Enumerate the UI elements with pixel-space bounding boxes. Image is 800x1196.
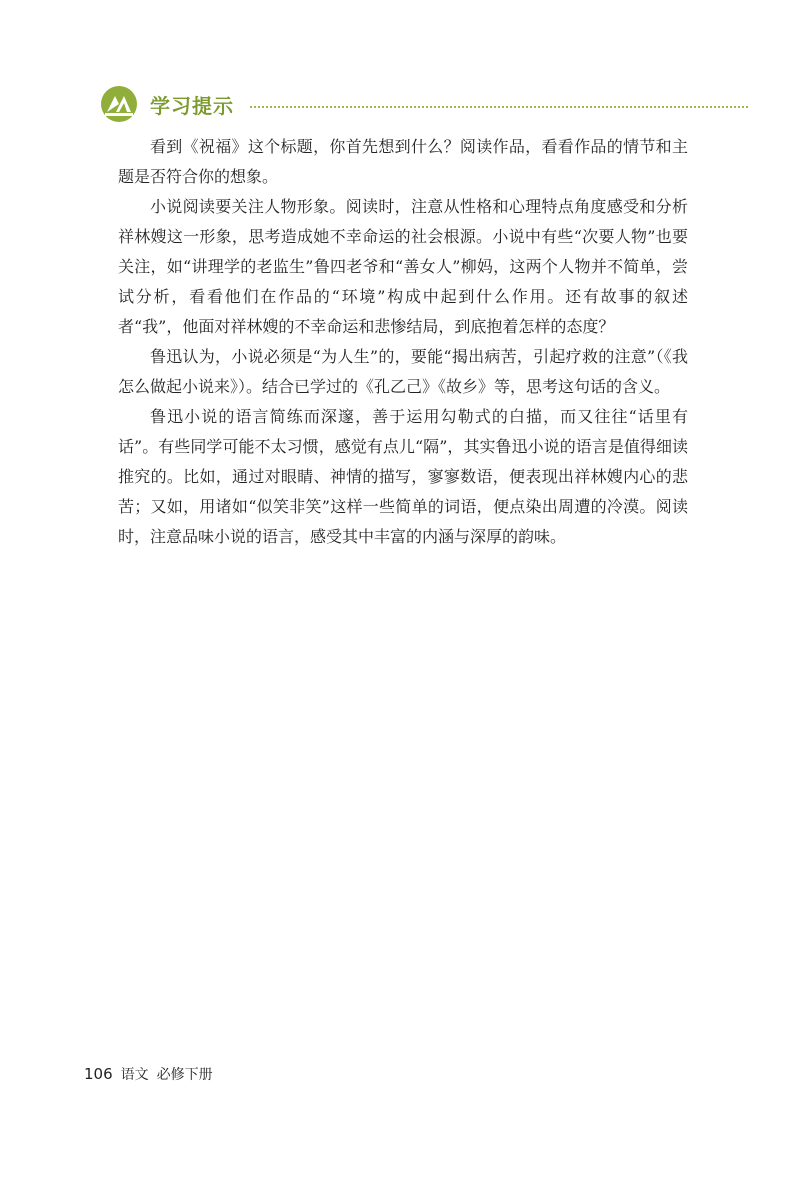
section-header [98,84,748,124]
paragraph: 鲁迅认为，小说必须是“为人生”的，要能“揭出病苦，引起疗救的注意”（《我怎么做起小说来》）。结合已学过的《孔乙己》《故乡》等，思考这句话的含义。 [118,347,688,396]
footer-subject: 语文 [120,1067,149,1083]
body-text [118,132,688,552]
section-title: 学习提示 [150,93,234,118]
dotted-divider [250,106,748,108]
page-number: 106 [84,1065,113,1083]
paragraph: 鲁迅小说的语言简练而深邃，善于运用勾勒式的白描，而又往往“话里有话”。有些同学可能不太习惯，感觉有点儿“隔”，其实鲁迅小说的语言是值得细读推究的。比如，通过对眼睛、神情的描写，寥寥数语，便表现出祥林嫂内心的悲苦；又如，用诸如“似笑非笑”这样一些简单的词语，便点染出周遭的冷漠。阅读时，注意品味小说的语言，感受其中丰富的内涵与深厚的韵味。 [118,407,688,546]
page-footer [84,1064,213,1084]
study-tips-logo-icon [98,84,140,124]
paragraph: 看到《祝福》这个标题，你首先想到什么？阅读作品，看看作品的情节和主题是否符合你的想象。 [118,137,688,186]
paragraph: 小说阅读要关注人物形象。阅读时，注意从性格和心理特点角度感受和分析祥林嫂这一形象，思考造成她不幸命运的社会根源。小说中有些“次要人物”也要关注，如“讲理学的老监生”鲁四老爷和“善女人”柳妈，这两个人物并不简单，尝试分析，看看他们在作品的“环境”构成中起到什么作用。还有故事的叙述者“我”，他面对祥林嫂的不幸命运和悲惨结局，到底抱着怎样的态度？ [118,197,688,336]
footer-volume: 必修下册 [156,1067,213,1083]
